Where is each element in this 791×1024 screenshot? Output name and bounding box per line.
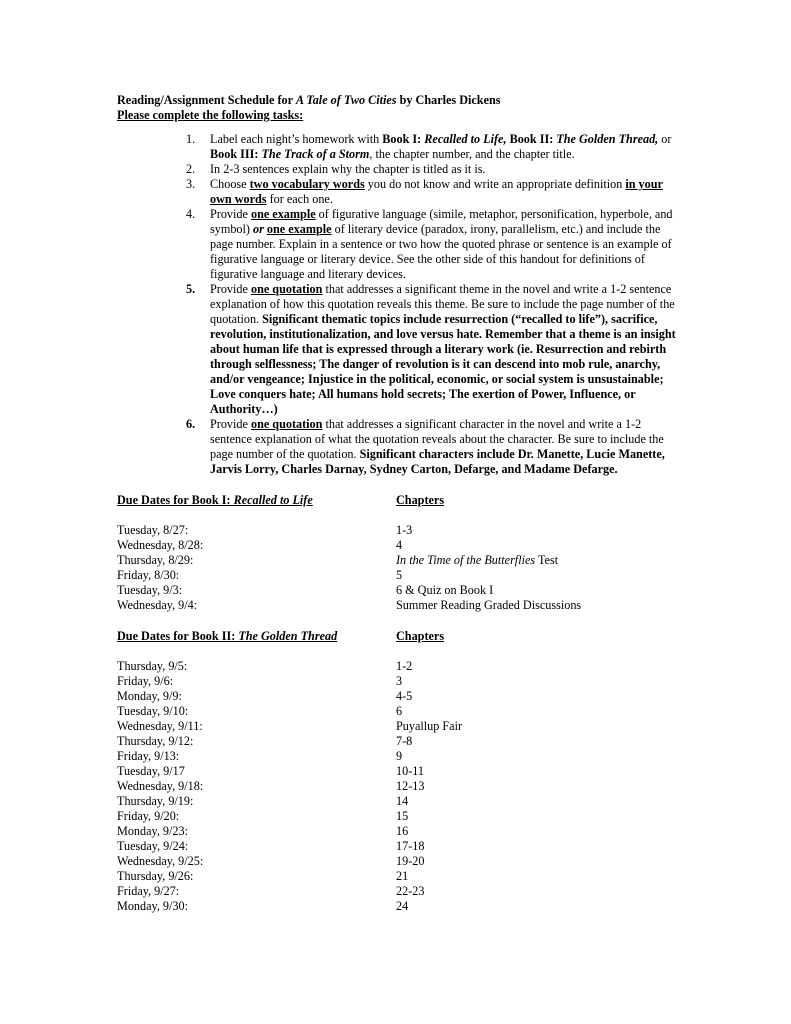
schedule-chapters: 7-8 [396, 734, 413, 748]
schedule-chapters: Puyallup Fair [396, 719, 463, 733]
schedule-chapters-text: Test [535, 553, 559, 567]
task-text-bold: Book II: [509, 132, 557, 146]
schedule-row [117, 719, 677, 734]
task-text-emphasis: one quotation [250, 417, 323, 431]
schedule-row [117, 674, 677, 689]
schedule-row [117, 734, 677, 749]
book2-schedule [117, 629, 677, 914]
schedule-date: Wednesday, 9/25: [117, 854, 204, 868]
task-text: or [658, 132, 672, 146]
schedule-chapters: 6 [396, 704, 403, 718]
book2-rows [117, 659, 677, 914]
schedule-row [117, 689, 677, 704]
schedule-date: Thursday, 8/29: [117, 553, 194, 567]
schedule-chapters: 17-18 [396, 839, 425, 853]
task-text: you do not know and write an appropriate definition [364, 177, 626, 191]
schedule-chapters: 10-11 [396, 764, 424, 778]
schedule-row [117, 794, 677, 809]
title-book: A Tale of Two Cities [295, 93, 397, 107]
schedule-date: Friday, 9/13: [117, 749, 180, 763]
task-number: 2. [186, 162, 196, 176]
document-title [117, 93, 677, 108]
task-text-bold: Significant characters include Dr. Manette, Lucie Manette, Jarvis Lorry, Charles Darnay, Sydney Carton, Defarge, and Madame Defarge. [210, 447, 665, 476]
task-text: Provide [210, 282, 251, 296]
task-text: of figurative language (simile, metaphor, personification, hyperbole, and symbol) [210, 207, 673, 236]
task-number: 4. [186, 207, 196, 221]
title-suffix: by Charles Dickens [396, 93, 501, 107]
schedule-chapters: 15 [396, 809, 409, 823]
task-item-1 [117, 132, 677, 162]
task-text: Provide [210, 417, 251, 431]
task-text: In 2-3 sentences explain why the chapter is titled as it is. [210, 162, 486, 176]
task-text: Provide [210, 207, 251, 221]
heading-prefix: Due Dates for Book II: [117, 629, 239, 643]
schedule-date: Thursday, 9/12: [117, 734, 194, 748]
task-number: 6. [186, 417, 196, 431]
task-item-5 [117, 282, 677, 417]
book1-schedule [117, 493, 677, 613]
schedule-row [117, 659, 677, 674]
schedule-date: Wednesday, 8/28: [117, 538, 204, 552]
schedule-chapters: 1-2 [396, 659, 413, 673]
heading-book-title: Recalled to Life [233, 493, 313, 507]
task-text: , the chapter number, and the chapter title. [369, 147, 575, 161]
task-text-bold-italic: or [253, 222, 264, 236]
schedule-chapters: 19-20 [396, 854, 425, 868]
task-text: for each one. [266, 192, 333, 206]
schedule-row [117, 779, 677, 794]
schedule-row [117, 854, 677, 869]
schedule-chapters: 14 [396, 794, 409, 808]
schedule-row [117, 538, 677, 553]
book1-rows [117, 523, 677, 613]
book2-heading-label [117, 629, 396, 644]
schedule-date: Monday, 9/9: [117, 689, 182, 703]
schedule-chapters: 6 & Quiz on Book I [396, 583, 494, 597]
schedule-date: Monday, 9/23: [117, 824, 188, 838]
schedule-row [117, 824, 677, 839]
schedule-date: Tuesday, 9/24: [117, 839, 189, 853]
task-list [117, 132, 677, 477]
heading-book-title: The Golden Thread [238, 629, 338, 643]
task-number: 1. [186, 132, 196, 146]
title-prefix: Reading/Assignment Schedule for [117, 93, 296, 107]
schedule-chapters: 24 [396, 899, 409, 913]
schedule-date: Wednesday, 9/11: [117, 719, 203, 733]
schedule-date: Tuesday, 9/10: [117, 704, 189, 718]
task-text: that addresses a significant character in the novel and write a 1-2 sentence explanation of what the quotation reveals about the character. Be sure to include the page number of the quotation. [210, 417, 664, 461]
task-text-emphasis: one quotation [250, 282, 323, 296]
schedule-date: Friday, 9/20: [117, 809, 180, 823]
heading-prefix: Due Dates for Book I: [117, 493, 234, 507]
task-text: of literary device (paradox, irony, parallelism, etc.) and include the page number. Explain in a sentence or two how the quoted phrase or sentence is an example of figurative language or literary device. See the other side of this handout for definitions of figurative language and literary devices. [210, 222, 672, 281]
task-text-bold-italic: The Golden Thread, [556, 132, 659, 146]
document-subtitle: Please complete the following tasks: [117, 108, 304, 122]
book2-heading [117, 629, 677, 644]
schedule-chapters: 5 [396, 568, 403, 582]
schedule-chapters: 4-5 [396, 689, 413, 703]
book1-chapters-label: Chapters [396, 493, 445, 507]
schedule-date: Tuesday, 8/27: [117, 523, 189, 537]
schedule-row [117, 523, 677, 538]
schedule-chapters: 22-23 [396, 884, 425, 898]
schedule-date: Friday, 8/30: [117, 568, 180, 582]
task-text: that addresses a significant theme in the novel and write a 1-2 sentence explanation of how this quotation reveals this theme. Be sure to include the page number of the quotation. [210, 282, 675, 326]
task-text: Choose [210, 177, 250, 191]
schedule-date: Tuesday, 9/17 [117, 764, 185, 778]
document-page [117, 93, 677, 914]
schedule-row [117, 749, 677, 764]
schedule-row [117, 553, 677, 568]
schedule-chapters: 1-3 [396, 523, 413, 537]
task-text-bold: Book I: [382, 132, 425, 146]
schedule-row [117, 568, 677, 583]
schedule-chapters: Summer Reading Graded Discussions [396, 598, 582, 612]
schedule-chapters: 4 [396, 538, 403, 552]
schedule-row [117, 869, 677, 884]
book2-chapters-label: Chapters [396, 629, 445, 643]
schedule-date: Thursday, 9/19: [117, 794, 194, 808]
schedule-chapters: 16 [396, 824, 409, 838]
task-text: Label each night’s homework with [210, 132, 383, 146]
task-text-emphasis: two vocabulary words [249, 177, 365, 191]
task-item-3 [117, 177, 677, 207]
schedule-chapters-title: In the Time of the Butterflies [396, 553, 536, 567]
task-text-emphasis: one example [266, 222, 332, 236]
schedule-row [117, 884, 677, 899]
book1-heading-label [117, 493, 396, 508]
schedule-row [117, 899, 677, 914]
task-item-4 [117, 207, 677, 282]
schedule-date: Friday, 9/6: [117, 674, 174, 688]
schedule-chapters: 21 [396, 869, 409, 883]
task-text-bold-italic: Recalled to Life, [424, 132, 507, 146]
schedule-date: Wednesday, 9/4: [117, 598, 198, 612]
schedule-row [117, 809, 677, 824]
schedule-row [117, 704, 677, 719]
schedule-chapters: 3 [396, 674, 403, 688]
schedule-chapters [396, 553, 558, 568]
schedule-row [117, 583, 677, 598]
task-text-emphasis: in your own words [210, 177, 663, 206]
schedule-date: Thursday, 9/26: [117, 869, 194, 883]
schedule-date: Tuesday, 9/3: [117, 583, 183, 597]
task-text-bold: Significant thematic topics include resurrection (“recalled to life”), sacrifice, revolution, institutionalization, and love versus hate. Remember that a theme is an insight about human life that is expressed through a literary work (ie. Resurrection and rebirth through selflessness; The danger of revolution is it can descend into mob rule, anarchy, and/or vengeance; Injustice in the political, economic, or social system is unsustainable; Love conquers hate; All humans hold secrets; The exertion of Power, Influence, or Authority…) [210, 312, 676, 416]
schedule-date: Wednesday, 9/18: [117, 779, 204, 793]
schedule-row [117, 839, 677, 854]
schedule-row [117, 598, 677, 613]
schedule-date: Thursday, 9/5: [117, 659, 188, 673]
task-number: 5. [186, 282, 196, 296]
schedule-date: Monday, 9/30: [117, 899, 188, 913]
task-text-bold: Book III: [210, 147, 262, 161]
task-number: 3. [186, 177, 196, 191]
task-item-6 [117, 417, 677, 477]
schedule-row [117, 764, 677, 779]
task-item-2 [117, 162, 677, 177]
schedule-chapters: 9 [396, 749, 403, 763]
task-text-emphasis: one example [250, 207, 316, 221]
book1-heading [117, 493, 677, 508]
task-text-bold-italic: The Track of a Storm [261, 147, 370, 161]
schedule-date: Friday, 9/27: [117, 884, 180, 898]
schedule-chapters: 12-13 [396, 779, 425, 793]
